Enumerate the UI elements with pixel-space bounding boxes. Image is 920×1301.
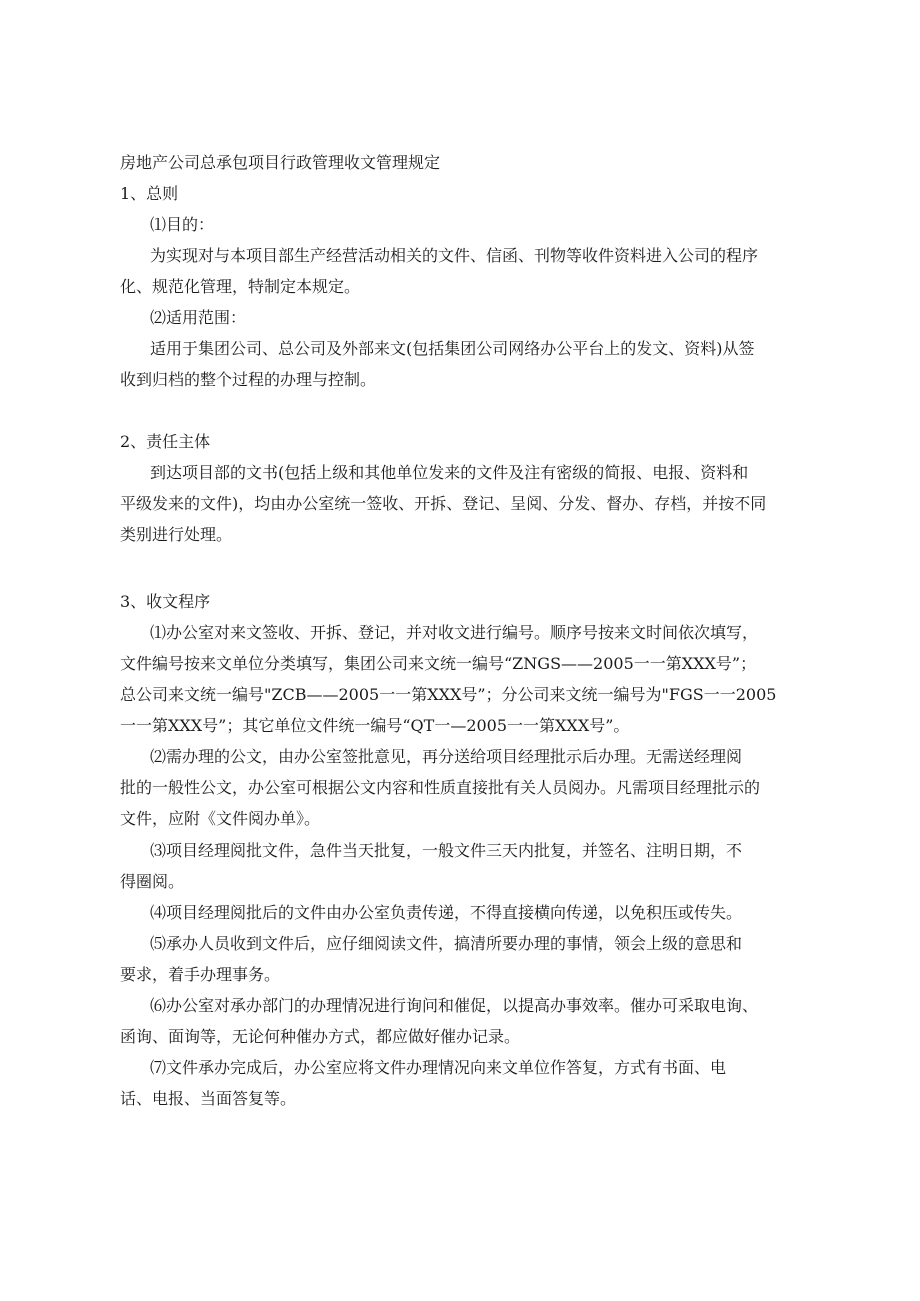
procedure-2-line-3: 文件，应附《文件阅办单》。 bbox=[120, 809, 321, 828]
procedure-7-line-1: ⑺文件承办完成后，办公室应将文件办理情况向来文单位作答复，方式有书面、电 bbox=[150, 1058, 727, 1077]
procedure-6-line-1: ⑹办公室对承办部门的办理情况进行询问和催促，以提高办事效率。催办可采取电询、 bbox=[150, 996, 759, 1015]
procedure-6-line-2: 函询、面询等，无论何种催办方式，都应做好催办记录。 bbox=[120, 1027, 521, 1046]
procedure-1-line-3: 总公司来文统一编号"ZCB——2005一一第XXX号”；分公司来文统一编号为"FGS一一2005 bbox=[120, 685, 777, 704]
procedure-3-line-2: 得圈阅。 bbox=[120, 872, 185, 891]
section-2-heading: 2、责任主体 bbox=[120, 432, 211, 451]
scope-line-1: 适用于集团公司、总公司及外部来文(包括集团公司网络办公平台上的发文、资料)从签 bbox=[150, 339, 755, 358]
procedure-5-line-2: 要求，着手办理事务。 bbox=[120, 965, 281, 984]
purpose-line-1: 为实现对与本项目部生产经营活动相关的文件、信函、刊物等收件资料进入公司的程序 bbox=[150, 246, 759, 265]
page-title: 房地产公司总承包项目行政管理收文管理规定 bbox=[120, 153, 441, 172]
responsibility-line-2: 平级发来的文件)，均由办公室统一签收、开拆、登记、呈阅、分发、督办、存档，并按不同 bbox=[120, 494, 767, 513]
scope-line-2: 收到归档的整个过程的办理与控制。 bbox=[120, 370, 377, 389]
section-3-heading: 3、收文程序 bbox=[120, 592, 211, 611]
purpose-label: ⑴目的： bbox=[150, 215, 215, 234]
procedure-5-line-1: ⑸承办人员收到文件后，应仔细阅读文件，搞清所要办理的事情，领会上级的意思和 bbox=[150, 934, 743, 953]
responsibility-line-1: 到达项目部的文书(包括上级和其他单位发来的文件及注有密级的简报、电报、资料和 bbox=[150, 463, 749, 482]
purpose-line-2: 化、规范化管理，特制定本规定。 bbox=[120, 277, 361, 296]
scope-label: ⑵适用范围： bbox=[150, 308, 247, 327]
responsibility-line-3: 类别进行处理。 bbox=[120, 525, 233, 544]
procedure-4-line-1: ⑷项目经理阅批后的文件由办公室负责传递，不得直接横向传递，以免积压或传失。 bbox=[150, 903, 743, 922]
procedure-1-line-1: ⑴办公室对来文签收、开拆、登记，并对收文进行编号。顺序号按来文时间依次填写， bbox=[150, 623, 759, 642]
procedure-2-line-2: 批的一般性公文，办公室可根据公文内容和性质直接批有关人员阅办。凡需项目经理批示的 bbox=[120, 778, 761, 797]
procedure-3-line-1: ⑶项目经理阅批文件，急件当天批复，一般文件三天内批复，并签名、注明日期，不 bbox=[150, 841, 743, 860]
procedure-1-line-4: 一一第XXX号”；其它单位文件统一编号“QT一—2005一一第XXX号”。 bbox=[120, 716, 630, 735]
procedure-1-line-2: 文件编号按来文单位分类填写，集团公司来文统一编号“ZNGS——2005一一第XXX号”； bbox=[120, 654, 757, 673]
procedure-2-line-1: ⑵需办理的公文，由办公室签批意见，再分送给项目经理批示后办理。无需送经理阅 bbox=[150, 747, 743, 766]
procedure-7-line-2: 话、电报、当面答复等。 bbox=[120, 1089, 297, 1108]
section-1-heading: 1、总则 bbox=[120, 184, 179, 203]
